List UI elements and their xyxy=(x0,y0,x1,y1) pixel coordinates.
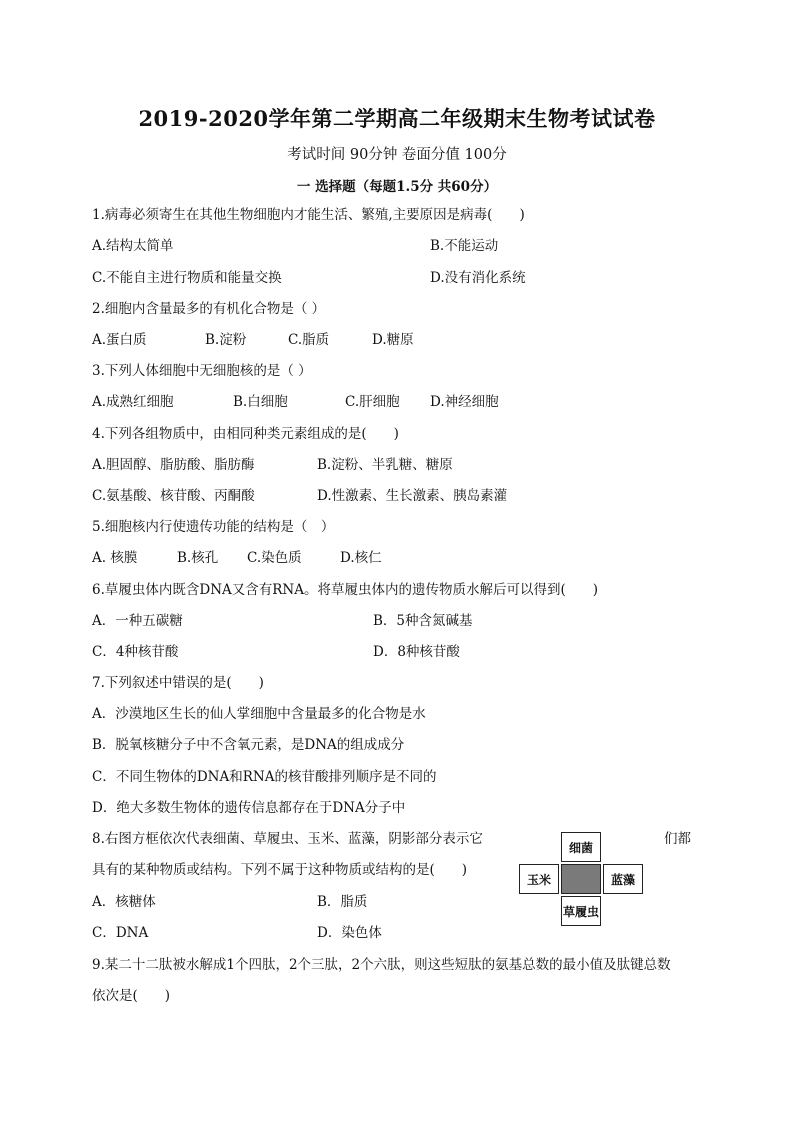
question-6-option-d: D．8种核苷酸 xyxy=(373,644,460,660)
question-7-option-b: B．脱氧核糖分子中不含氧元素，是DNA的组成成分 xyxy=(92,737,405,753)
question-3-option-c: C.肝细胞 xyxy=(345,394,400,410)
question-6-option-b: B．5种含氮碱基 xyxy=(373,613,473,629)
question-6-stem: 6.草履虫体内既含DNA又含有RNA。将草履虫体内的遗传物质水解后可以得到( ) xyxy=(92,582,599,598)
question-5-option-d: D.核仁 xyxy=(340,550,382,566)
question-6-option-c: C．4种核苷酸 xyxy=(92,644,179,660)
question-1-option-d: D.没有消化系统 xyxy=(430,270,526,286)
question-8-stem-line-1: 8.右图方框依次代表细菌、草履虫、玉米、蓝藻，阴影部分表示它 xyxy=(92,831,483,847)
question-4-option-d: D.性激素、生长激素、胰岛素灌 xyxy=(317,488,508,504)
question-4-option-c: C.氨基酸、核苷酸、丙酮酸 xyxy=(92,488,255,504)
diagram-cell-left: 玉米 xyxy=(519,864,559,894)
diagram-shaded-center xyxy=(561,864,601,894)
organism-cross-diagram xyxy=(519,832,643,928)
question-5-option-b: B.核孔 xyxy=(177,550,219,566)
question-1-option-b: B.不能运动 xyxy=(430,238,499,254)
exam-info: 考试时间 90分钟 卷面分值 100分 xyxy=(287,147,507,163)
question-4-stem: 4.下列各组物质中，由相同种类元素组成的是( ) xyxy=(92,426,399,442)
question-3-option-d: D.神经细胞 xyxy=(430,394,499,410)
question-3-option-a: A.成熟红细胞 xyxy=(92,394,174,410)
question-5-option-a: A. 核膜 xyxy=(92,550,138,566)
question-1-option-c: C.不能自主进行物质和能量交换 xyxy=(92,270,282,286)
question-1-option-a: A.结构太简单 xyxy=(92,238,174,254)
question-6-option-a: A．一种五碳糖 xyxy=(92,613,183,629)
section-heading: 一 选择题（每题1.5分 共60分） xyxy=(296,179,498,195)
question-9-stem-line-1: 9.某二十二肽被水解成1个四肽，2个三肽，2个六肽，则这些短肽的氨基总数的最小值及肽键总数 xyxy=(92,957,671,973)
question-2-option-b: B.淀粉 xyxy=(205,332,247,348)
question-2-option-d: D.糖原 xyxy=(372,332,414,348)
question-5-option-c: C.染色质 xyxy=(247,550,302,566)
question-8-option-c: C．DNA xyxy=(92,925,149,941)
question-2-stem: 2.细胞内含量最多的有机化合物是（ ） xyxy=(92,301,326,317)
question-8-stem-line-2: 具有的某种物质或结构。下列不属于这种物质或结构的是( ) xyxy=(92,862,468,878)
question-8-stem-line-1-end: 们都 xyxy=(664,831,691,847)
question-1-stem: 1.病毒必须寄生在其他生物细胞内才能生活、繁殖,主要原因是病毒( ) xyxy=(92,207,525,223)
question-2-option-c: C.脂质 xyxy=(288,332,330,348)
question-4-option-b: B.淀粉、半乳糖、糖原 xyxy=(317,457,453,473)
diagram-cell-bottom: 草履虫 xyxy=(561,896,601,926)
question-3-stem: 3.下列人体细胞中无细胞核的是（ ） xyxy=(92,363,312,379)
diagram-cell-top: 细菌 xyxy=(561,832,601,862)
page-title: 2019-2020学年第二学期高二年级期末生物考试试卷 xyxy=(138,106,656,131)
question-8-option-d: D．染色体 xyxy=(317,925,382,941)
question-7-option-c: C．不同生物体的DNA和RNA的核苷酸排列顺序是不同的 xyxy=(92,769,437,785)
question-9-stem-line-2: 依次是( ) xyxy=(92,988,171,1004)
question-7-option-a: A．沙漠地区生长的仙人掌细胞中含量最多的化合物是水 xyxy=(92,706,426,722)
question-4-option-a: A.胆固醇、脂肪酸、脂肪酶 xyxy=(92,457,255,473)
question-5-stem: 5.细胞核内行使遗传功能的结构是（ ） xyxy=(92,519,335,535)
diagram-cell-right: 蓝藻 xyxy=(603,864,643,894)
question-7-option-d: D．绝大多数生物体的遗传信息都存在于DNA分子中 xyxy=(92,800,406,816)
question-8-option-b: B．脂质 xyxy=(317,894,368,910)
question-8-option-a: A．核糖体 xyxy=(92,894,156,910)
question-2-option-a: A.蛋白质 xyxy=(92,332,147,348)
question-7-stem: 7.下列叙述中错误的是( ) xyxy=(92,675,264,691)
question-3-option-b: B.白细胞 xyxy=(233,394,288,410)
